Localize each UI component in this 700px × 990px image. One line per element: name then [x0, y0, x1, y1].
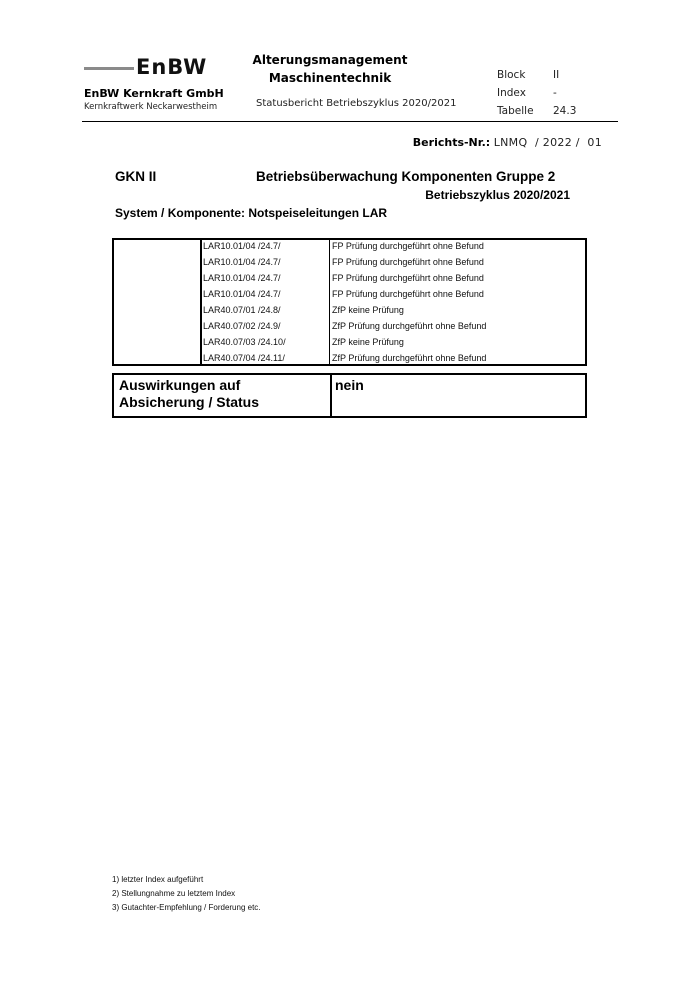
operating-cycle: Betriebszyklus 2020/2021 — [425, 188, 570, 202]
component-id: LAR10.01/04 /24.7/ — [203, 241, 281, 251]
table-divider — [330, 375, 332, 416]
table-row — [114, 304, 585, 320]
component-id: LAR10.01/04 /24.7/ — [203, 289, 281, 299]
plant-name: Kernkraftwerk Neckarwestheim — [84, 102, 218, 112]
block-label: Block — [497, 69, 526, 81]
component-id: LAR10.01/04 /24.7/ — [203, 273, 281, 283]
component-id: LAR10.01/04 /24.7/ — [203, 257, 281, 267]
inspection-result: FP Prüfung durchgeführt ohne Befund — [332, 273, 484, 283]
table-row — [114, 352, 585, 368]
component-id: LAR40.07/04 /24.11/ — [203, 353, 285, 363]
table-value: 24.3 — [553, 105, 577, 117]
component-id: LAR40.07/02 /24.9/ — [203, 321, 281, 331]
inspection-result: FP Prüfung durchgeführt ohne Befund — [332, 257, 484, 267]
footnote: 2) Stellungnahme zu letztem Index — [112, 889, 236, 898]
inspection-result: ZfP Prüfung durchgeführt ohne Befund — [332, 353, 487, 363]
logo-bar — [84, 67, 134, 70]
unit-label: GKN II — [115, 169, 157, 184]
table-label: Tabelle — [497, 105, 534, 117]
impact-label-line2: Absicherung / Status — [119, 394, 260, 410]
inspection-result: ZfP Prüfung durchgeführt ohne Befund — [332, 321, 487, 331]
footnote: 3) Gutachter-Empfehlung / Forderung etc. — [112, 903, 261, 912]
report-number — [413, 136, 602, 149]
header-title-line1: Alterungsmanagement — [252, 53, 408, 67]
inspection-result: FP Prüfung durchgeführt ohne Befund — [332, 289, 484, 299]
enbw-logo: EnBW — [136, 55, 208, 79]
inspection-result: ZfP keine Prüfung — [332, 337, 404, 347]
footnote: 1) letzter Index aufgeführt — [112, 875, 204, 884]
section-title: Betriebsüberwachung Komponenten Gruppe 2 — [256, 169, 556, 184]
system-component: System / Komponente: Notspeiseleitungen LAR — [115, 206, 388, 220]
table-row — [114, 288, 585, 304]
inspection-result: ZfP keine Prüfung — [332, 305, 404, 315]
table-row — [114, 256, 585, 272]
header-subtitle: Statusbericht Betriebszyklus 2020/2021 — [256, 98, 457, 109]
component-id: LAR40.07/03 /24.10/ — [203, 337, 286, 347]
company-name: EnBW Kernkraft GmbH — [84, 87, 224, 100]
index-value: - — [553, 87, 557, 99]
impact-table — [112, 373, 587, 418]
inspection-result: FP Prüfung durchgeführt ohne Befund — [332, 241, 484, 251]
table-row — [114, 336, 585, 352]
impact-label-line1: Auswirkungen auf — [119, 377, 241, 393]
component-id: LAR40.07/01 /24.8/ — [203, 305, 281, 315]
table-row — [114, 272, 585, 288]
inspection-table — [112, 238, 587, 366]
block-value: II — [553, 69, 560, 81]
header-divider — [82, 121, 618, 122]
table-row — [114, 320, 585, 336]
report-number-value: LNMQ / 2022 / 01 — [493, 136, 602, 149]
table-row — [114, 240, 585, 256]
impact-value: nein — [335, 377, 364, 393]
index-label: Index — [497, 87, 526, 99]
header-title-line2: Maschinentechnik — [268, 71, 392, 85]
report-number-label: Berichts-Nr.: — [412, 136, 491, 149]
